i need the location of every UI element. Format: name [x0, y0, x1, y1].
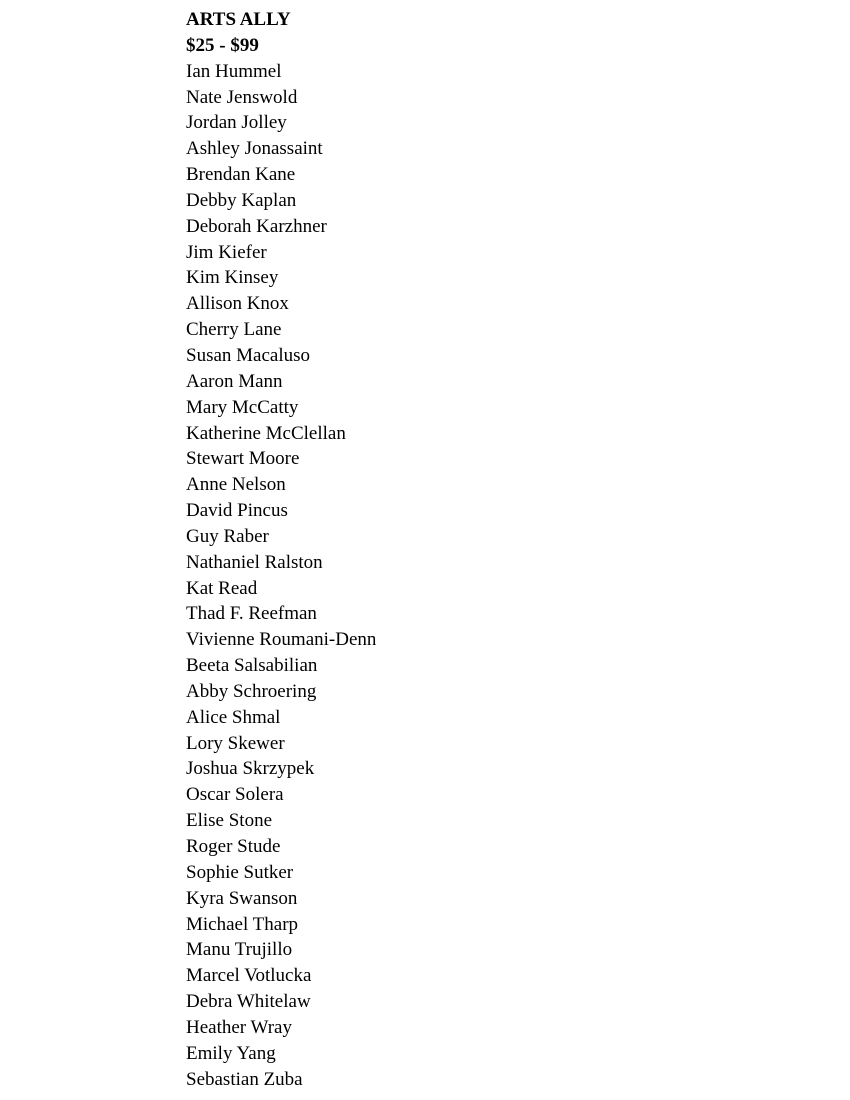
- donor-name: Debby Kaplan: [186, 189, 297, 211]
- donor-name: Elise Stone: [186, 810, 273, 832]
- donor-name: Anne Nelson: [186, 474, 286, 496]
- donor-name: Allison Knox: [186, 293, 289, 315]
- donor-name: Debra Whitelaw: [186, 991, 311, 1013]
- donor-list: [186, 59, 786, 1093]
- donor-name: Jim Kiefer: [186, 241, 267, 263]
- donor-name: Kyra Swanson: [186, 887, 298, 909]
- donor-name: Joshua Skrzypek: [186, 758, 315, 780]
- donor-name: Ashley Jonassaint: [186, 138, 323, 160]
- section-title: ARTS ALLY: [186, 9, 291, 30]
- donor-name: Heather Wray: [186, 1016, 292, 1038]
- donor-name: David Pincus: [186, 500, 288, 522]
- donor-name: Sophie Sutker: [186, 861, 294, 883]
- donor-name: Cherry Lane: [186, 319, 282, 341]
- donor-name: Jordan Jolley: [186, 112, 287, 134]
- donor-name: Vivienne Roumani-Denn: [186, 629, 377, 651]
- donor-name: Alice Shmal: [186, 706, 281, 728]
- donor-name: Emily Yang: [186, 1042, 276, 1064]
- donor-name: Marcel Votlucka: [186, 965, 312, 987]
- donor-name: Deborah Karzhner: [186, 215, 327, 237]
- donor-name: Abby Schroering: [186, 680, 317, 702]
- donor-page: [186, 7, 786, 1092]
- donor-name: Susan Macaluso: [186, 344, 311, 366]
- donor-name: Lory Skewer: [186, 732, 285, 754]
- donor-name: Mary McCatty: [186, 396, 299, 418]
- donor-name: Kim Kinsey: [186, 267, 279, 289]
- donor-name: Oscar Solera: [186, 784, 284, 806]
- donor-name: Brendan Kane: [186, 164, 296, 186]
- donor-name: Ian Hummel: [186, 60, 282, 82]
- donor-name: Katherine McClellan: [186, 422, 346, 444]
- donor-name: Thad F. Reefman: [186, 603, 317, 625]
- donor-name: Michael Tharp: [186, 913, 299, 935]
- donor-name: Manu Trujillo: [186, 939, 293, 961]
- donor-name: Kat Read: [186, 577, 258, 599]
- donor-name: Nathaniel Ralston: [186, 551, 323, 573]
- donor-name: Sebastian Zuba: [186, 1068, 303, 1090]
- donor-name: Nate Jenswold: [186, 86, 298, 108]
- donor-name: Roger Stude: [186, 836, 281, 857]
- donor-name: Aaron Mann: [186, 370, 283, 392]
- amount-range: $25 - $99: [186, 34, 259, 56]
- donor-name: Guy Raber: [186, 525, 269, 547]
- donor-name: Stewart Moore: [186, 448, 300, 470]
- donor-name: Beeta Salsabilian: [186, 655, 318, 677]
